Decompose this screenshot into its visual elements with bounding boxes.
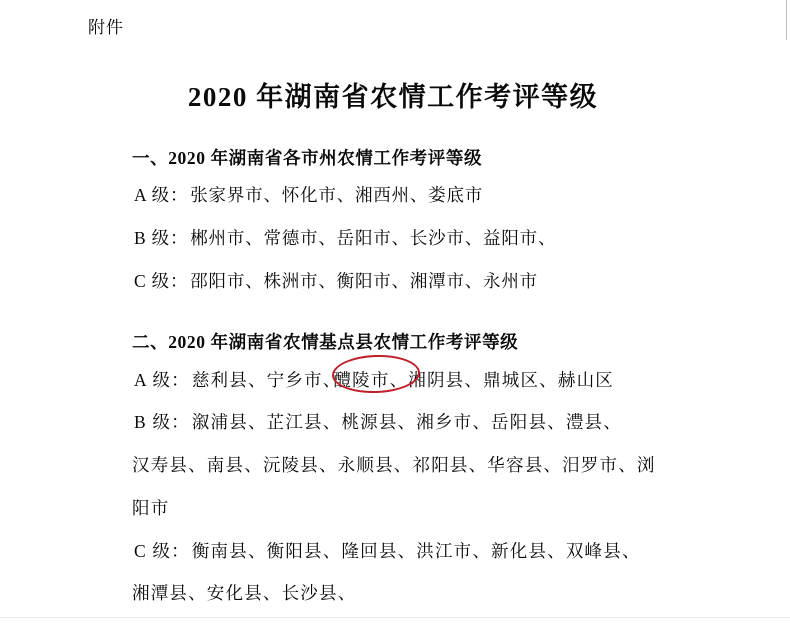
grade-line-b-counties-cont-1 [88,447,708,484]
grade-value-b-counties-line3: 阳市 [132,497,170,518]
grade-label-c: C 级： [134,270,189,291]
page-bottom-edge [0,617,790,623]
attachment-label: 附件 [88,18,124,37]
grade-line-a-counties [88,362,708,399]
highlighted-entry [333,362,390,399]
section-city-grades [88,145,708,300]
grade-value-a-after: 、湘阴县、鼎城区、赫山区 [389,369,614,390]
grade-value-b: 郴州市、常德市、岳阳市、长沙市、益阳市、 [190,227,557,248]
grade-value-c-counties-line2: 湘潭县、安化县、长沙县、 [132,583,357,604]
grade-value-a-before: 慈利县、宁乡市、 [191,369,342,390]
grade-label-c-counties: C 级： [134,540,190,561]
document-body [88,0,708,612]
section-county-grades [88,329,708,612]
grade-line-c-cities [88,263,708,300]
grade-label-a-counties: A 级： [134,369,190,390]
grade-line-b-counties [88,404,708,441]
grade-value-c: 邵阳市、株洲市、衡阳市、湘潭市、永州市 [190,270,538,291]
grade-line-c-counties [88,533,708,570]
grade-label-a: A 级： [134,185,189,206]
grade-value-c-counties: 衡南县、衡阳县、隆回县、洪江市、新化县、双峰县、 [191,540,641,561]
page-edge-rule [786,0,787,40]
document-title: 2020 年湖南省农情工作考评等级 [187,81,599,112]
grade-line-c-counties-cont-1 [88,575,708,612]
grade-label-b-counties: B 级： [134,412,190,433]
grade-value-a: 张家界市、怀化市、湘西州、娄底市 [190,185,484,206]
grade-line-b-counties-cont-2 [88,490,708,527]
section-heading-1: 一、2020 年湖南省各市州农情工作考评等级 [132,147,483,168]
grade-line-b-cities [88,220,708,257]
grade-label-b: B 级： [134,227,189,248]
grade-line-a-cities [88,177,708,214]
grade-value-b-counties: 溆浦县、芷江县、桃源县、湘乡市、岳阳县、澧县、 [191,412,622,433]
highlighted-entry-text: 醴陵市 [333,369,390,390]
grade-value-b-counties-line2: 汉寿县、南县、沅陵县、永顺县、祁阳县、华容县、汨罗市、浏 [132,455,656,476]
section-heading-2: 二、2020 年湖南省农情基点县农情工作考评等级 [132,332,519,353]
